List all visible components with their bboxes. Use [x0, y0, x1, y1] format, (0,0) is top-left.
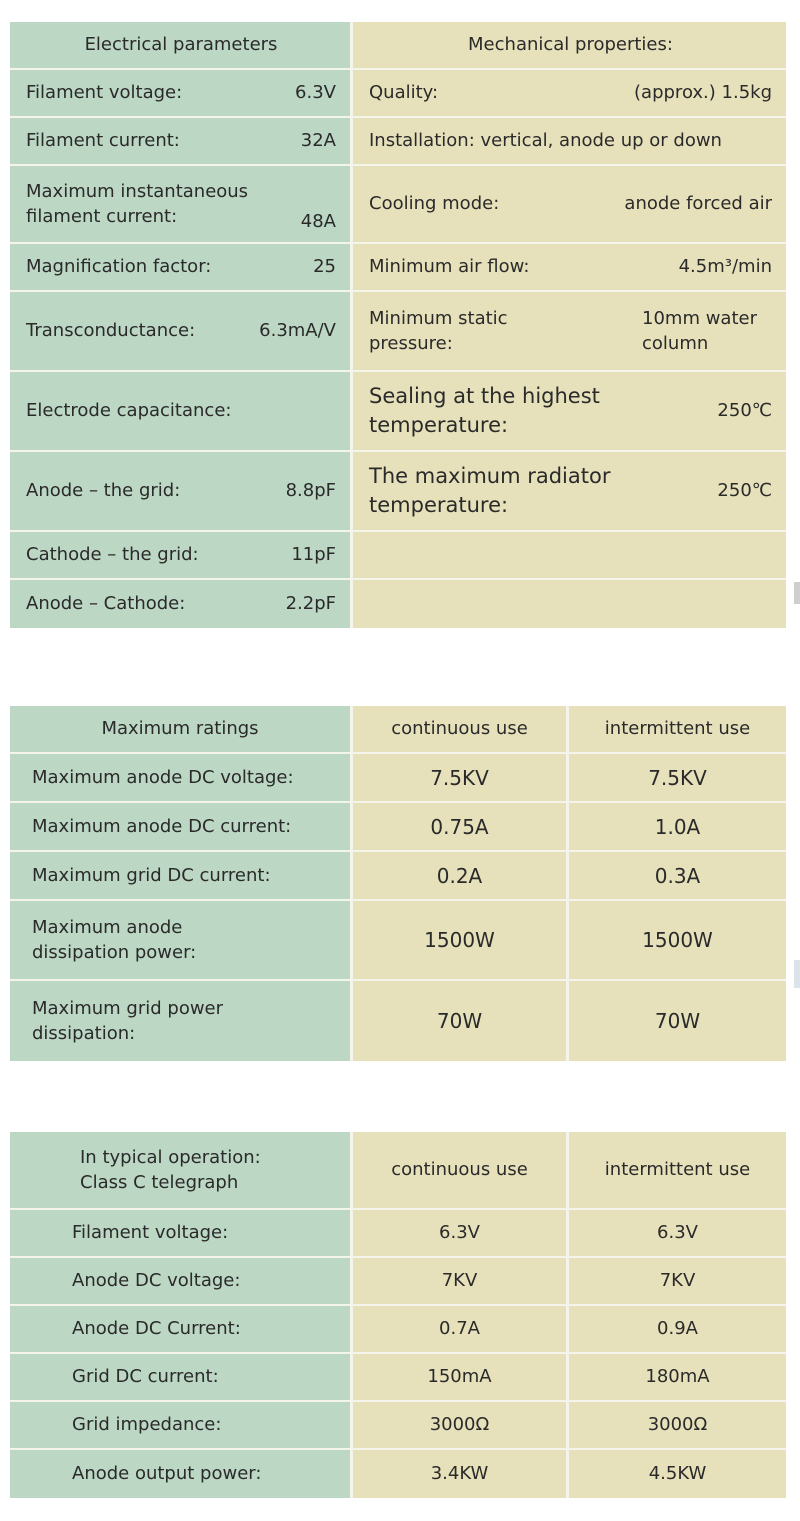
operation-label: Anode output power:: [10, 1450, 353, 1498]
param-label: Filament voltage:: [26, 82, 183, 104]
table-row: [10, 1450, 786, 1498]
table-row: [10, 532, 786, 580]
continuous-value: 6.3V: [353, 1210, 569, 1256]
intermittent-value: 1500W: [569, 901, 786, 979]
table-header-row: [10, 706, 786, 754]
operation-label: Anode DC Current:: [10, 1306, 353, 1352]
table-row: [10, 1258, 786, 1306]
electrical-cell: [10, 292, 353, 370]
electrical-cell: [10, 580, 353, 628]
param-label: Magnification factor:: [26, 256, 212, 278]
param-label: Maximum instantaneous filament current:: [26, 180, 249, 227]
table-row: [10, 754, 786, 803]
param-label: Minimum air flow:: [369, 256, 530, 278]
continuous-value: 3.4KW: [353, 1450, 569, 1498]
param-label: Filament current:: [26, 130, 180, 152]
operation-label: Anode DC voltage:: [10, 1258, 353, 1304]
table-row: [10, 372, 786, 452]
param-label: Sealing at the highest temperature:: [369, 383, 600, 437]
header-typical-operation: [10, 1132, 353, 1208]
mechanical-cell: [353, 532, 786, 578]
param-value: 10mm water column: [642, 307, 757, 354]
mechanical-cell: [353, 166, 786, 242]
header-intermittent-use: [569, 1132, 786, 1208]
electrical-cell: [10, 244, 353, 290]
table-header-row: [10, 22, 786, 70]
table-row: [10, 244, 786, 292]
operation-label: Grid impedance:: [10, 1402, 353, 1448]
maximum-ratings-table: [10, 706, 786, 1061]
rating-label: [10, 901, 353, 979]
intermittent-value: 0.3A: [569, 852, 786, 899]
param-value: anode forced air: [624, 193, 772, 215]
param-value: 25: [313, 256, 336, 278]
table-row: [10, 166, 786, 244]
header-text: Mechanical properties:: [468, 34, 673, 56]
operation-label: Grid DC current:: [10, 1354, 353, 1400]
table-row: [10, 1210, 786, 1258]
electrical-cell: [10, 118, 353, 164]
mechanical-cell: [353, 292, 786, 370]
table-row: [10, 1354, 786, 1402]
param-label: Transconductance:: [26, 320, 196, 342]
electrical-cell: [10, 532, 353, 578]
param-value: 11pF: [291, 544, 336, 566]
continuous-value: 3000Ω: [353, 1402, 569, 1448]
param-value: 4.5m³/min: [678, 256, 772, 278]
header-continuous-use: [353, 706, 569, 752]
electrical-mechanical-table: [10, 22, 786, 628]
intermittent-value: 3000Ω: [569, 1402, 786, 1448]
table-row: [10, 1402, 786, 1450]
param-value: 6.3V: [295, 82, 336, 104]
table-row: [10, 1306, 786, 1354]
param-label: Cathode – the grid:: [26, 544, 199, 566]
header-electrical-parameters: [10, 22, 353, 68]
param-label: Minimum static pressure:: [369, 307, 508, 354]
param-label: The maximum radiator temperature:: [369, 463, 611, 517]
electrical-cell: [10, 166, 353, 242]
header-text: continuous use: [391, 718, 528, 740]
header-text: Maximum ratings: [101, 718, 259, 740]
mechanical-cell: [353, 452, 786, 530]
param-label: Anode – Cathode:: [26, 593, 186, 615]
table-row: [10, 580, 786, 628]
table-row: [10, 981, 786, 1061]
intermittent-value: 180mA: [569, 1354, 786, 1400]
operation-label: Filament voltage:: [10, 1210, 353, 1256]
rating-label: Maximum anode DC current:: [10, 803, 353, 850]
header-text: continuous use: [391, 1159, 528, 1181]
table-row: [10, 901, 786, 981]
scroll-marker: [794, 960, 800, 988]
param-label: Anode – the grid:: [26, 480, 181, 502]
param-value: 250℃: [717, 400, 772, 422]
param-value: 32A: [300, 130, 336, 152]
param-label: Installation: vertical, anode up or down: [369, 130, 722, 152]
continuous-value: 0.75A: [353, 803, 569, 850]
intermittent-value: 7KV: [569, 1258, 786, 1304]
mechanical-cell: [353, 372, 786, 450]
header-intermittent-use: [569, 706, 786, 752]
table-header-row: [10, 1132, 786, 1210]
param-value: 6.3mA/V: [259, 320, 336, 342]
param-value: (approx.) 1.5kg: [634, 82, 772, 104]
header-text: intermittent use: [604, 718, 751, 740]
table-row: [10, 852, 786, 901]
header-text: In typical operation: Class C telegraph: [80, 1146, 261, 1193]
header-text: intermittent use: [604, 1159, 751, 1181]
param-label: Cooling mode:: [369, 193, 500, 215]
intermittent-value: 0.9A: [569, 1306, 786, 1352]
continuous-value: 7.5KV: [353, 754, 569, 801]
continuous-value: 0.7A: [353, 1306, 569, 1352]
header-text: Electrical parameters: [84, 34, 278, 56]
electrical-cell: [10, 452, 353, 530]
mechanical-cell: [353, 580, 786, 628]
param-value: 8.8pF: [285, 480, 336, 502]
electrical-cell: [10, 70, 353, 116]
electrical-cell: [10, 372, 353, 450]
param-value: 2.2pF: [285, 593, 336, 615]
param-value: 48A: [300, 210, 336, 232]
continuous-value: 70W: [353, 981, 569, 1061]
continuous-value: 150mA: [353, 1354, 569, 1400]
intermittent-value: 7.5KV: [569, 754, 786, 801]
header-continuous-use: [353, 1132, 569, 1208]
table-row: [10, 803, 786, 852]
header-maximum-ratings: [10, 706, 353, 752]
rating-label-text: Maximum grid power dissipation:: [32, 997, 224, 1044]
mechanical-cell: [353, 118, 786, 164]
rating-label-text: Maximum anode dissipation power:: [32, 916, 197, 963]
mechanical-cell: [353, 70, 786, 116]
header-mechanical-properties: [353, 22, 786, 68]
intermittent-value: 6.3V: [569, 1210, 786, 1256]
table-row: [10, 452, 786, 532]
rating-label: Maximum anode DC voltage:: [10, 754, 353, 801]
intermittent-value: 70W: [569, 981, 786, 1061]
param-value: 250℃: [717, 480, 772, 502]
table-row: [10, 292, 786, 372]
mechanical-cell: [353, 244, 786, 290]
rating-label: [10, 981, 353, 1061]
intermittent-value: 4.5KW: [569, 1450, 786, 1498]
scroll-marker: [794, 582, 800, 604]
param-label: Electrode capacitance:: [26, 400, 232, 422]
table-row: [10, 118, 786, 166]
continuous-value: 1500W: [353, 901, 569, 979]
typical-operation-table: [10, 1132, 786, 1498]
param-label: Quality:: [369, 82, 439, 104]
rating-label: Maximum grid DC current:: [10, 852, 353, 899]
continuous-value: 0.2A: [353, 852, 569, 899]
intermittent-value: 1.0A: [569, 803, 786, 850]
table-row: [10, 70, 786, 118]
continuous-value: 7KV: [353, 1258, 569, 1304]
